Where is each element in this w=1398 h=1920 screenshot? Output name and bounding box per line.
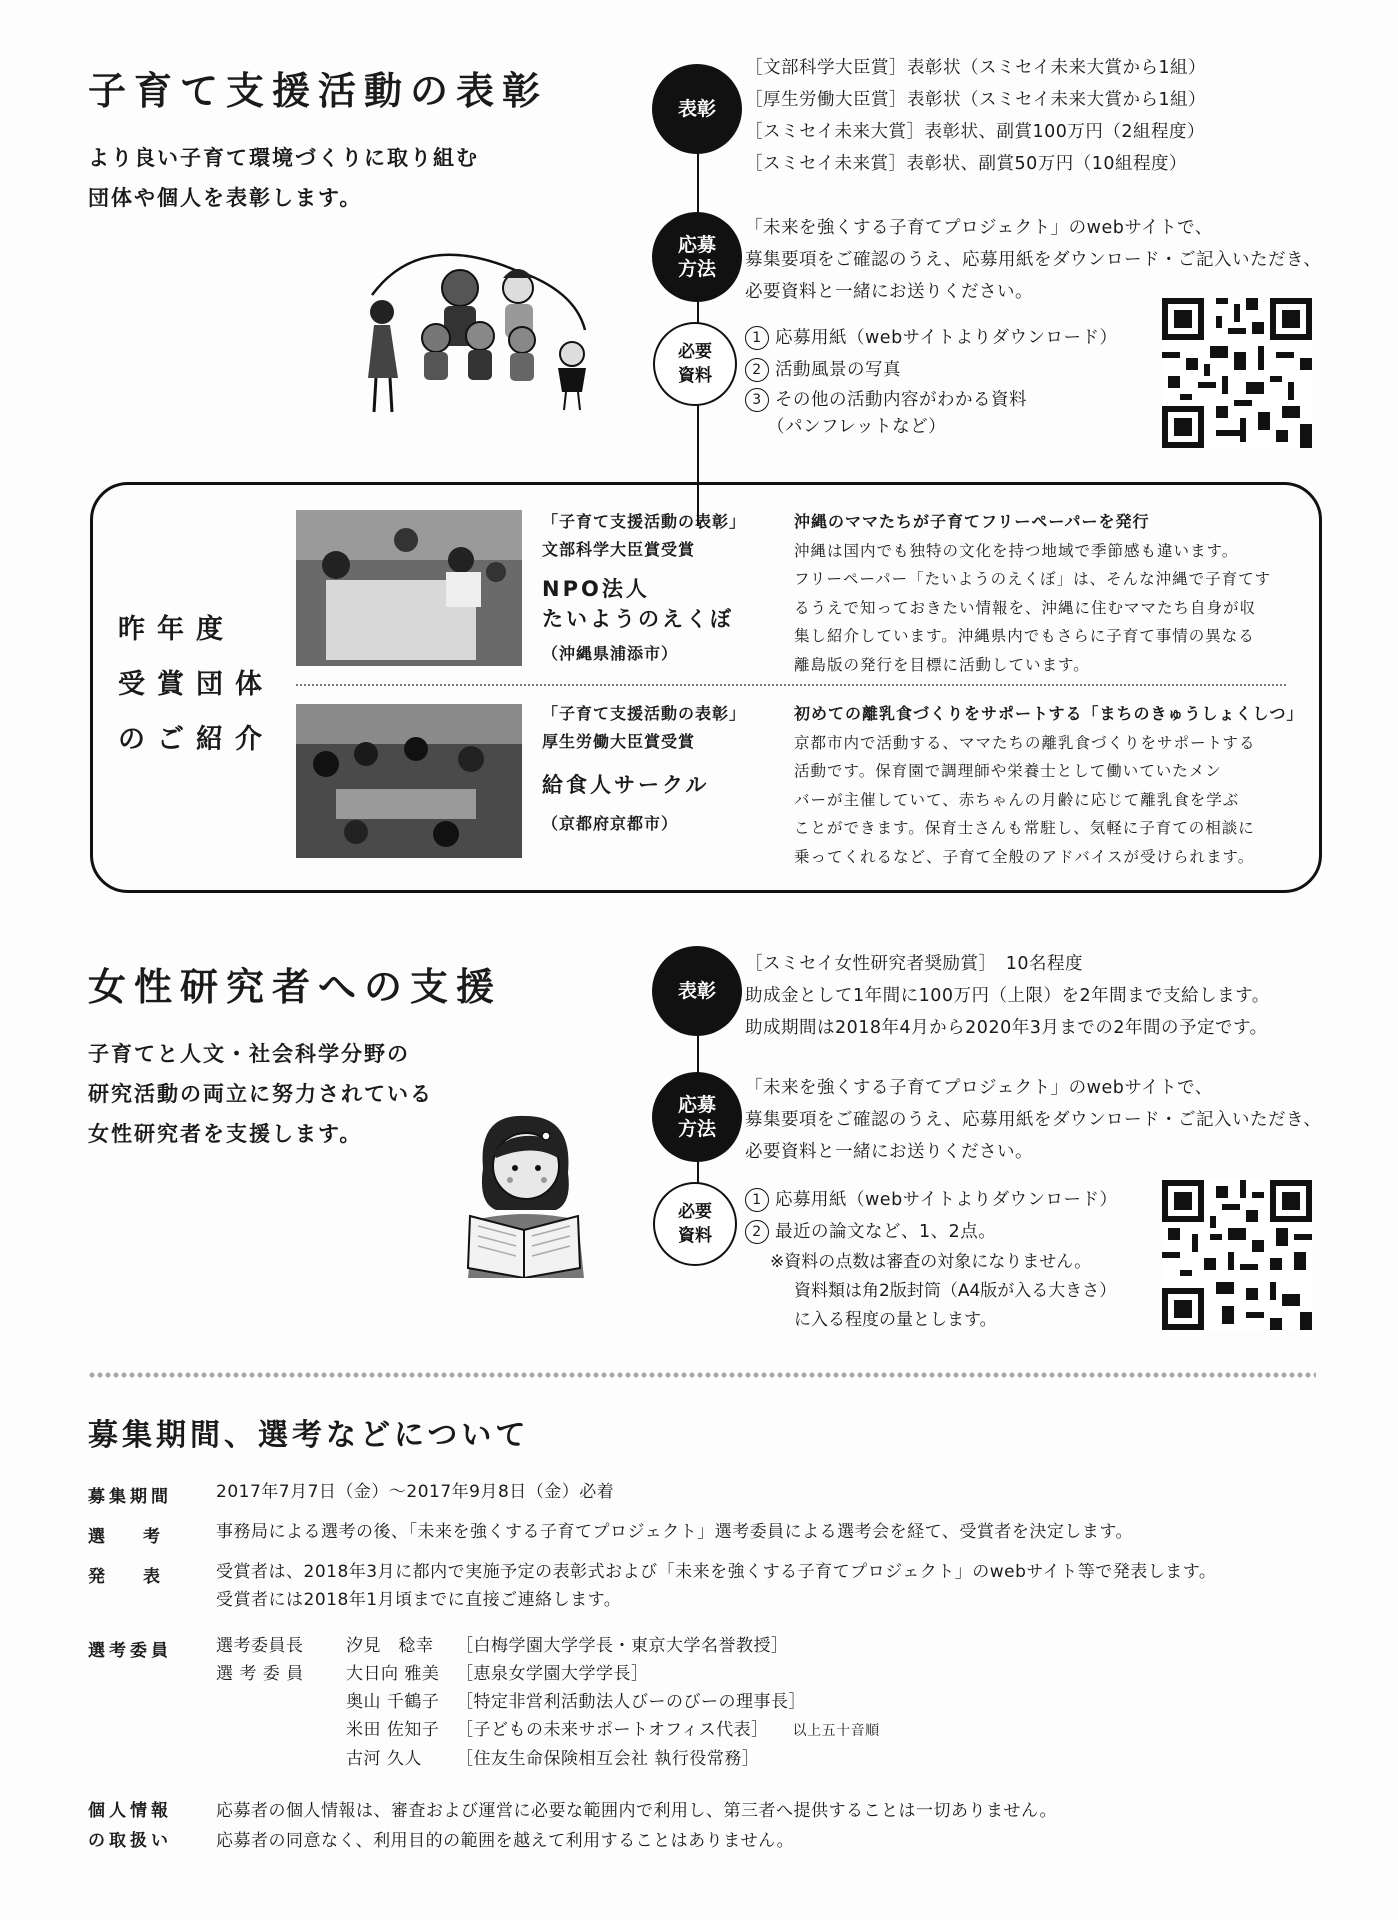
apply-method-2: 「未来を強くする子育てプロジェクト」のwebサイトで、 募集要項をご確認のうえ、応募用紙をダウンロード・ご記入いただき、 必要資料と一緒にお送りください。	[745, 1078, 1322, 1162]
committee-member: 選 考 委 員 大日向 雅美 ［恵泉女学園大学学長］	[216, 1664, 649, 1684]
award-item: ［スミセイ未来賞］表彰状、副賞50万円（10組程度）	[745, 154, 1188, 174]
committee-member: 奥山 千鶴子 ［特定非営利活動法人びーのびーの理事長］	[346, 1692, 806, 1712]
winners-title: 昨年度 受賞団体 のご紹介	[118, 614, 274, 755]
flow-line	[697, 96, 699, 526]
committee-member: 古河 久人 ［住友生命保険相互会社 執行役常務］	[346, 1749, 760, 1769]
doc-item: 3 その他の活動内容がわかる資料	[745, 386, 1117, 414]
section3-title: 募集期間、選考などについて	[88, 1418, 530, 1453]
committee-member: 米田 佐知子 ［子どもの未来サポートオフィス代表］ 以上五十音順	[346, 1720, 880, 1740]
required-docs-list-2	[745, 1184, 1117, 1248]
section2-intro: 子育てと人文・社会科学分野の 研究活動の両立に努力されている 女性研究者を支援します。	[88, 1042, 433, 1146]
apply-badge-2: 応募 方法	[652, 1072, 742, 1162]
committee-member: 選考委員長 汐見 稔幸 ［白梅学園大学学長・東京大学名誉教授］	[216, 1636, 789, 1656]
award-badge: 表彰	[652, 64, 742, 154]
required-docs-badge: 必要 資料	[653, 322, 737, 406]
winner-photo-2	[296, 704, 522, 858]
qr-code[interactable]	[1162, 298, 1312, 448]
required-docs-badge-2: 必要 資料	[653, 1182, 737, 1266]
doc-item: 2 最近の論文など、1、2点。	[745, 1216, 1117, 1248]
committee-list	[216, 1632, 880, 1773]
required-docs-list	[745, 322, 1117, 440]
female-researcher-illustration	[448, 1108, 598, 1278]
children-jumprope-illustration	[360, 250, 610, 420]
privacy-value: 応募者の個人情報は、審査および運営に必要な範囲内で利用し、第三者へ提供することは一切ありません。 応募者の同意なく、利用目的の範囲を越えて利用することはありません。	[216, 1801, 1058, 1851]
winner-2-description: 初めての離乳食づくりをサポートする「まちのきゅうしょくしつ」 京都市内で活動する、ママたちの離乳食づくりをサポートする 活動です。保育園で調理師や栄養士として働いていたメン バーが主催していて、赤ちゃんの月齢に応じて離乳食を学ぶ ことができます。保育士さんも常駐し、気軽に子育ての相談に 乗ってくれるなど、子育て全般のアドバイスが受けられます。	[794, 704, 1304, 866]
announce-label: 発表	[88, 1567, 198, 1587]
award-list-2: ［スミセイ女性研究者奨励賞］ 10名程度 助成金として1年間に100万円（上限）を2年間まで支給します。 助成期間は2018年4月から2020年3月までの2年間の予定です。	[745, 954, 1270, 1038]
winners-divider	[296, 684, 1286, 686]
section1-intro: より良い子育て環境づくりに取り組む 団体や個人を表彰します。	[88, 146, 479, 210]
period-value: 2017年7月7日（金）～2017年9月8日（金）必着	[216, 1482, 615, 1502]
winner-photo-1	[296, 510, 522, 666]
period-label: 募集期間	[88, 1487, 172, 1507]
section2-title: 女性研究者への支援	[88, 965, 503, 1009]
qr-code-2[interactable]	[1162, 1180, 1312, 1330]
committee-label: 選考委員	[88, 1641, 172, 1661]
winner-1-description: 沖縄のママたちが子育てフリーペーパーを発行 沖縄は国内でも独特の文化を持つ地域で季節感も違います。 フリーペーパー「たいようのえくぼ」は、そんな沖縄で子育てす るうえで知っておきたい情報を、沖縄に住むママたち自身が収 集し紹介しています。沖縄県内でもさらに子育て事情の異なる 離島版の発行を目標に活動しています。	[794, 512, 1272, 674]
selection-value: 事務局による選考の後、「未来を強くする子育てプロジェクト」選考委員による選考会を経て、受賞者を決定します。	[216, 1522, 1133, 1542]
apply-method: 「未来を強くする子育てプロジェクト」のwebサイトで、 募集要項をご確認のうえ、応募用紙をダウンロード・ご記入いただき、 必要資料と一緒にお送りください。	[745, 218, 1322, 302]
section-divider	[88, 1372, 1316, 1378]
privacy-label: 個人情報 の取扱い	[88, 1801, 172, 1851]
winner-2-info: 「子育て支援活動の表彰」 厚生労働大臣賞受賞 給食人サークル （京都府京都市）	[542, 704, 747, 833]
award-item: ［文部科学大臣賞］表彰状（スミセイ未来大賞から1組）	[745, 58, 1207, 78]
award-item: ［厚生労働大臣賞］表彰状（スミセイ未来大賞から1組）	[745, 90, 1207, 110]
award-item: ［スミセイ未来大賞］表彰状、副賞100万円（2組程度）	[745, 122, 1206, 142]
award-badge-2: 表彰	[652, 946, 742, 1036]
doc-item: 1 応募用紙（webサイトよりダウンロード）	[745, 1184, 1117, 1216]
award-list	[745, 52, 1206, 180]
doc-note: （パンフレットなど）	[767, 417, 947, 437]
selection-label: 選考	[88, 1527, 198, 1547]
doc-item: 2 活動風景の写真	[745, 354, 1117, 386]
committee-note: 以上五十音順	[792, 1723, 880, 1739]
section1-title: 子育て支援活動の表彰	[88, 69, 549, 113]
winner-1-info: 「子育て支援活動の表彰」 文部科学大臣賞受賞 NPO法人 たいようのえくぼ （沖縄県浦添市）	[542, 512, 747, 663]
announce-value: 受賞者は、2018年3月に都内で実施予定の表彰式および「未来を強くする子育てプロジェクト」のwebサイト等で発表します。 受賞者には2018年1月頃までに直接ご連絡します。	[216, 1562, 1217, 1610]
doc-item: 1 応募用紙（webサイトよりダウンロード）	[745, 322, 1117, 354]
apply-badge: 応募 方法	[652, 212, 742, 302]
docs-note-2: ※資料の点数は審査の対象になりません。 資料類は角2版封筒（A4版が入る大きさ） に入る程度の量とします。	[770, 1252, 1117, 1330]
